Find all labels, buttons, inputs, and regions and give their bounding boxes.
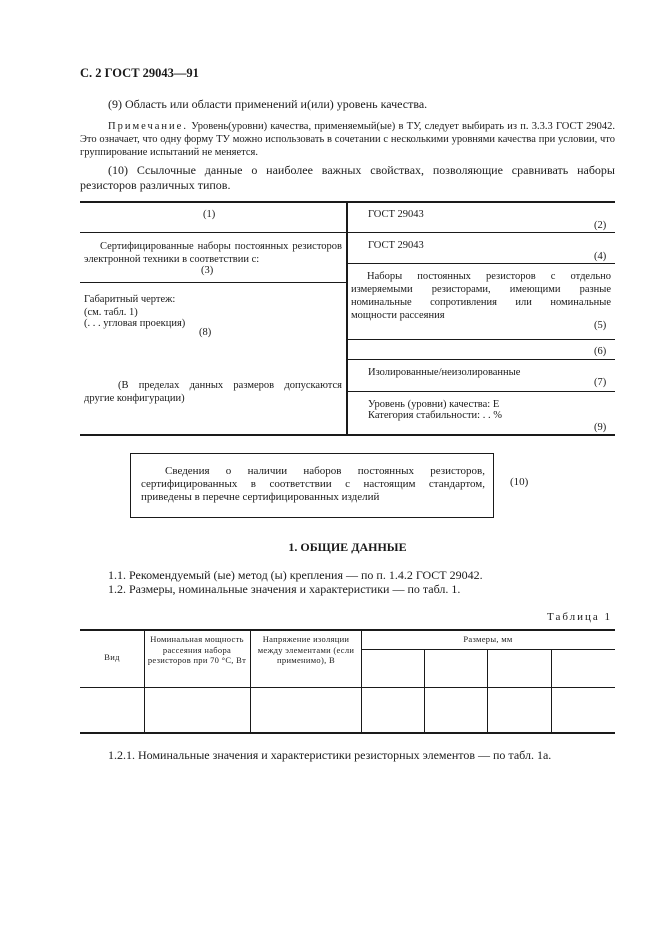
table-col-sep <box>361 629 362 733</box>
form-field-4: (4) <box>594 251 607 262</box>
table-col-sep <box>250 629 251 733</box>
stability-category-text: Категория стабильности: . . % <box>368 410 502 421</box>
col-header-dimensions: Размеры, мм <box>463 634 513 644</box>
note-label: Примечание. <box>108 121 188 132</box>
form-line <box>80 282 346 283</box>
gost-ref-4: ГОСТ 29043 <box>368 240 424 251</box>
form-bottom-rule <box>80 434 615 436</box>
form-field-1: (1) <box>203 209 216 220</box>
page-header: С. 2 ГОСТ 29043—91 <box>80 66 199 80</box>
form-field-6: (6) <box>594 346 607 357</box>
table-caption: Таблица 1 <box>547 611 613 623</box>
col-header-voltage: Напряжение изоляции между элементами (если применимо), В <box>257 634 355 665</box>
form-line <box>347 263 615 264</box>
paragraph-1-1: 1.1. Рекомендуемый (ые) метод (ы) крепления — по п. 1.4.2 ГОСТ 29042. <box>108 568 483 582</box>
form-line <box>347 232 615 233</box>
table-rule <box>80 629 615 631</box>
paragraph-1-2: 1.2. Размеры, номинальные значения и характеристики — по табл. 1. <box>108 582 461 596</box>
form-top-rule <box>80 201 615 203</box>
col-header-vid: Вид <box>104 652 120 662</box>
insulation-text: Изолированные/неизолированные <box>368 367 521 378</box>
note-paragraph <box>80 120 615 159</box>
dimension-drawing-label: Габаритный чертеж: <box>84 294 176 305</box>
table-rule <box>361 649 615 650</box>
dimension-table-ref: (см. табл. 1) <box>84 307 138 318</box>
table-col-sep <box>487 649 488 733</box>
section-title: 1. ОБЩИЕ ДАННЫЕ <box>288 540 407 554</box>
form-field-9: (9) <box>594 422 607 433</box>
form-field-8: (8) <box>199 327 212 338</box>
gost-ref-2: ГОСТ 29043 <box>368 209 424 220</box>
form-field-5: (5) <box>594 320 607 331</box>
certification-box <box>130 453 494 518</box>
form-field-2: (2) <box>594 220 607 231</box>
cert-text: Сертифицированные наборы постоянных резисторов электронной техники в соответствии с: <box>84 241 342 265</box>
form-field-3: (3) <box>201 265 214 276</box>
item-10-text: (10) Ссылочные данные о наиболее важных свойствах, позволяющие сравнивать наборы резисторов различных типов. <box>80 163 615 192</box>
col-header-power: Номинальная мощность рассеяния набора резисторов при 70 °С, Вт <box>147 634 247 665</box>
resistor-sets-text: Наборы постоянных резисторов с отдельно измеряемыми резисторами, имеющими разные номинальные сопротивления или номинальные мощности рассеяния <box>351 271 611 321</box>
form-line <box>347 339 615 340</box>
table-col-sep <box>551 649 552 733</box>
table-col-sep <box>424 649 425 733</box>
note-text: Уровень(уровни) качества, применяемый(ые) в ТУ, следует выбирать из п. 3.3.3 ГОСТ 29042. Это означает, что одну форму ТУ можно использовать в сочетании с несколькими уровнями качества при условии, что группирование испытаний не меняется. <box>80 121 615 158</box>
form-field-10: (10) <box>510 476 529 488</box>
form-line <box>347 359 615 360</box>
form-divider <box>346 201 348 435</box>
table-col-sep <box>144 629 145 733</box>
table-rule <box>80 687 615 688</box>
item-9-text: (9) Область или области применений и(или) уровень качества. <box>108 97 428 111</box>
quality-level-text: Уровень (уровни) качества: Е <box>368 399 500 410</box>
form-line <box>347 391 615 392</box>
form-line <box>80 232 346 233</box>
certification-text: Сведения о наличии наборов постоянных резисторов, сертифицированных в соответствии с настоящим стандартом, приведены в перечне сертифицированных изделий <box>141 465 485 503</box>
table-rule <box>80 732 615 734</box>
form-field-7: (7) <box>594 377 607 388</box>
projection-note: (. . . угловая проекция) <box>84 318 186 329</box>
config-text: (В пределах данных размеров допускаются другие конфигурации) <box>84 380 342 404</box>
paragraph-1-2-1: 1.2.1. Номинальные значения и характеристики резисторных элементов — по табл. 1а. <box>108 748 552 762</box>
